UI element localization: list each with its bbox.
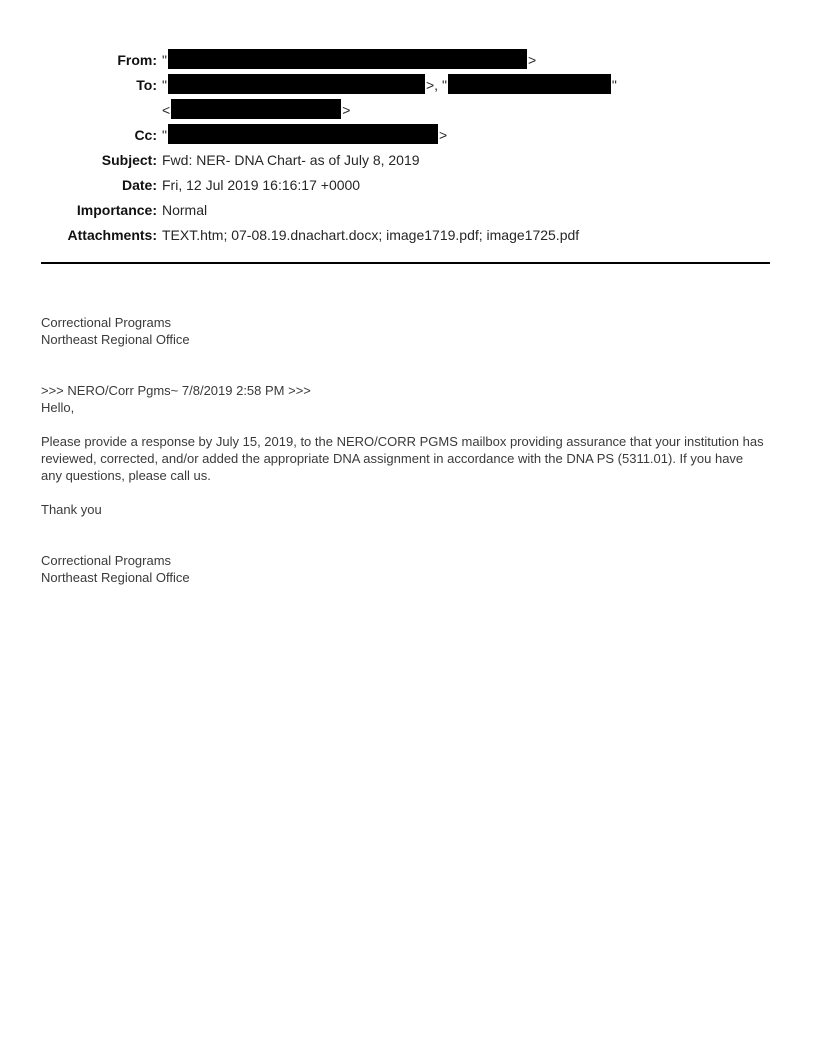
body-blank-line — [41, 365, 776, 382]
header-text-segment: TEXT.htm; 07-08.19.dnachart.docx; image1719.pdf; image1725.pdf — [162, 227, 580, 243]
body-line: Correctional Programs — [41, 553, 172, 568]
redaction-bar — [168, 49, 527, 69]
body-line: Northeast Regional Office — [41, 570, 190, 585]
redaction-bar — [171, 99, 341, 119]
header-field-value — [162, 173, 617, 198]
header-field-label: Date: — [121, 177, 157, 193]
redaction-bar — [448, 74, 611, 94]
header-row — [40, 123, 617, 148]
header-row — [40, 98, 617, 123]
header-field-label: Importance: — [76, 202, 157, 218]
body-line: Northeast Regional Office — [41, 332, 190, 347]
body-line: Hello, — [41, 400, 75, 415]
body-blank-line — [41, 535, 776, 552]
email-body — [41, 314, 776, 586]
header-field-value — [162, 198, 617, 223]
header-text-segment: Normal — [162, 202, 208, 218]
header-text-segment: > — [527, 52, 537, 68]
header-row — [40, 48, 617, 73]
header-field-label: From: — [117, 52, 157, 68]
header-row — [40, 148, 617, 173]
body-line: Thank you — [41, 502, 102, 517]
header-field-label: Subject: — [101, 152, 157, 168]
body-blank-line — [41, 484, 776, 501]
header-row — [40, 173, 617, 198]
body-blank-line — [41, 348, 776, 365]
body-blank-line — [41, 416, 776, 433]
header-row — [40, 73, 617, 98]
header-text-segment: Fwd: NER- DNA Chart- as of July 8, 2019 — [162, 152, 420, 168]
header-text-segment: < — [162, 102, 171, 118]
header-field-label: Attachments: — [67, 227, 157, 243]
header-text-segment: " — [162, 52, 167, 68]
header-field-label: Cc: — [134, 127, 157, 143]
header-text-segment: Fri, 12 Jul 2019 16:16:17 +0000 — [162, 177, 361, 193]
header-text-segment: > — [438, 127, 448, 143]
header-field-value — [162, 148, 617, 173]
body-blank-line — [41, 518, 776, 535]
body-line: reviewed, corrected, and/or added the appropriate DNA assignment in accordance with the DNA PS (5311.01). If you have — [41, 451, 744, 466]
email-header — [40, 48, 617, 248]
header-field-value — [162, 123, 617, 148]
header-row — [40, 198, 617, 223]
body-line: Correctional Programs — [41, 315, 172, 330]
header-divider — [41, 262, 770, 264]
header-text-segment: " — [162, 127, 167, 143]
redaction-bar — [168, 74, 425, 94]
header-field-label: To: — [136, 77, 157, 93]
header-field-label — [40, 98, 162, 123]
header-field-value — [162, 223, 617, 248]
header-field-value — [162, 73, 617, 98]
header-text-segment: >, " — [425, 77, 447, 93]
body-line: >>> NERO/Corr Pgms~ 7/8/2019 2:58 PM >>> — [41, 383, 311, 398]
header-text-segment: " — [611, 77, 617, 93]
header-field-value — [162, 48, 617, 73]
body-line: Please provide a response by July 15, 2019, to the NERO/CORR PGMS mailbox providing assurance that your institution has — [41, 434, 764, 449]
header-row — [40, 223, 617, 248]
header-text-segment: > — [342, 102, 351, 118]
redaction-bar — [168, 124, 438, 144]
email-header-rows — [40, 48, 617, 248]
body-line: any questions, please call us. — [41, 468, 211, 483]
header-field-value — [162, 98, 617, 123]
header-text-segment: " — [162, 77, 167, 93]
